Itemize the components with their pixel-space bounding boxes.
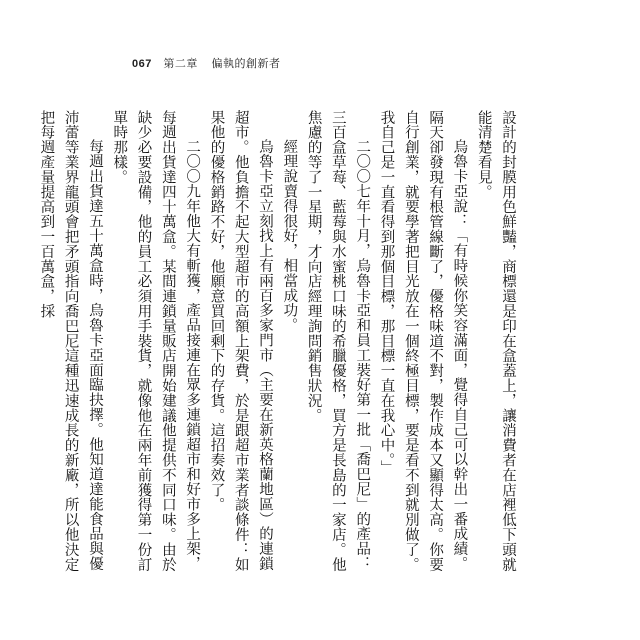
paragraph: 經理說賣得很好，相當成功。 bbox=[281, 139, 298, 333]
paragraph: 烏魯卡亞立刻找上有兩百多家門市（主要在新英格蘭地區）的連鎖超市。他負擔不起大型超市的高額上架費，於是跟超市業者談條件：如果他的優格銷路不好，他願意買回剩下的存貨。這招奏效了。 bbox=[208, 110, 274, 572]
paragraph: 二〇〇七年十月，烏魯卡亞和員工裝好第一批「喬巴尼」的產品：三百盒草莓、藍莓與水蜜桃口味的希臘優格，買方是長島的一家店。他焦慮的等了一星期，才向店經理詢問銷售狀況。 bbox=[305, 110, 371, 572]
running-header bbox=[132, 55, 280, 71]
chapter-label: 第二章 bbox=[163, 58, 198, 70]
paragraph: 每週出貨達五十萬盒時，烏魯卡亞面臨抉擇。他知道達能食品與優沛蕾等業界龍頭會把矛頭指向喬巴尼這種迅速成長的新廠，所以他決定把每週產量提高到一百萬盒，採 bbox=[38, 110, 103, 572]
paragraph: 設計的封膜用色鮮豔，商標還是印在盒蓋上，讓消費者在店裡低下頭就能清楚看見。 bbox=[475, 110, 516, 572]
page-number: 067 bbox=[132, 58, 152, 70]
paragraph: 烏魯卡亞說：「有時候你笑容滿面，覺得自己可以幹出一番成績。隔天卻發現有根管線斷了，優格味道不對，製作成本又顯得太高。你要自行創業，就要學著把目光放在一個終極目標，要是看不到就別做了。我自己是一直看得到那個目標，那目標一直在我心中。」 bbox=[378, 110, 468, 572]
paragraph: 二〇〇九年他大有斬獲，產品接連在眾多連鎖超市和好市多上架，每週出貨達四十萬盒。某間連鎖量販店開始建議他提供不同口味。由於缺少必要設備，他的員工必須用手裝貨，就像他在兩年前獲得第一份訂單時那樣。 bbox=[111, 110, 201, 572]
chapter-title: 偏執的創新者 bbox=[211, 58, 281, 70]
body-text bbox=[38, 110, 520, 575]
